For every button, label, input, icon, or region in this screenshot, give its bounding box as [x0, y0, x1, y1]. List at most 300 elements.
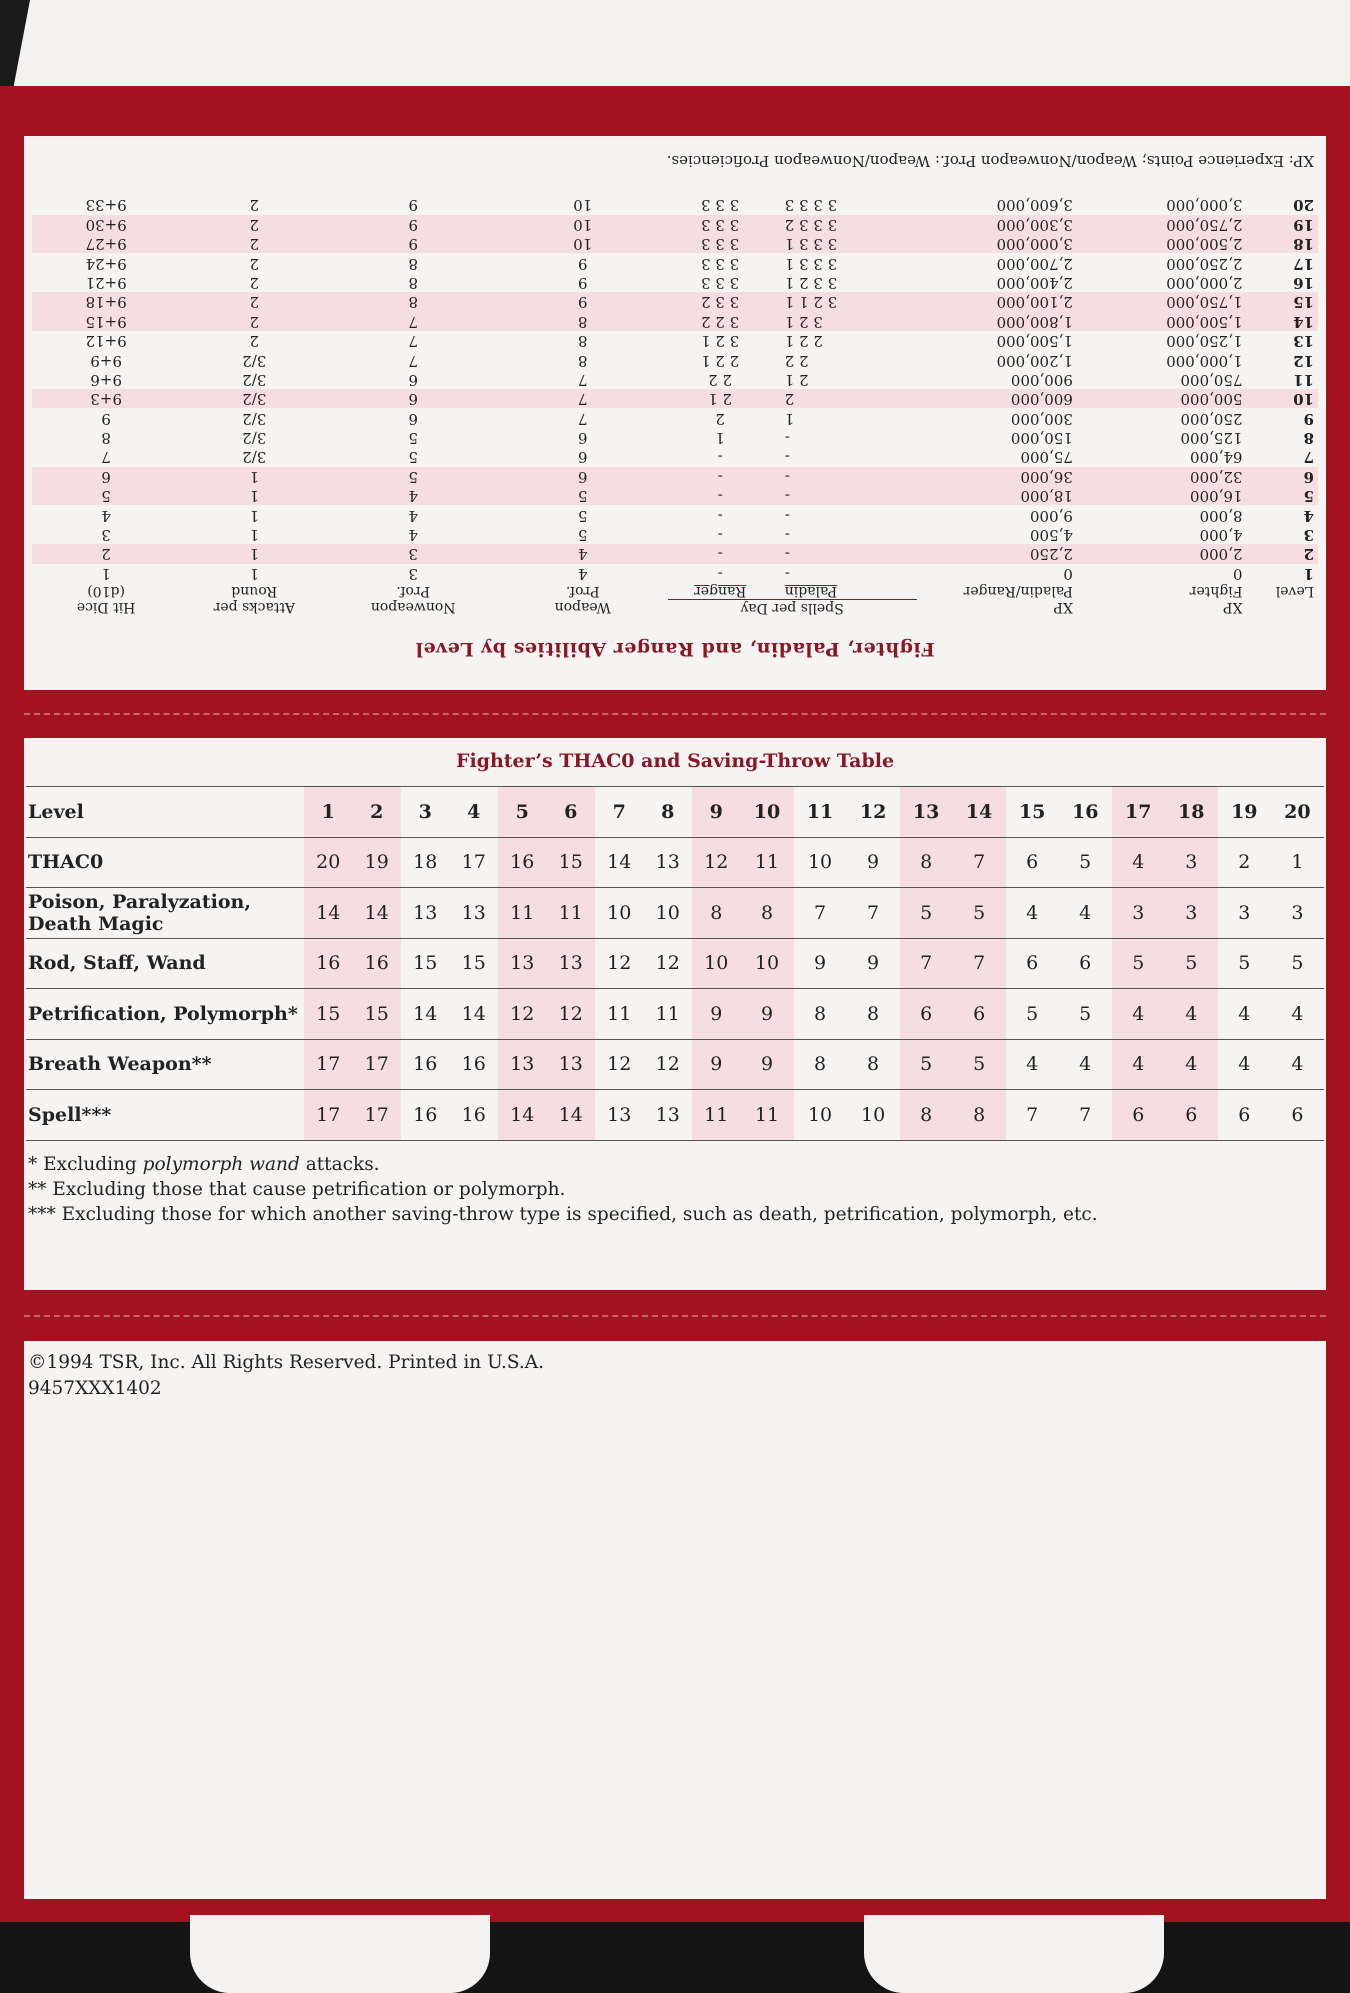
thaco-cell: 6: [1059, 938, 1112, 989]
thaco-cell: 6: [547, 787, 596, 838]
thaco-cell: 15: [304, 989, 353, 1040]
level-cell: 2: [249, 254, 260, 273]
level-cell: 2 2: [708, 370, 733, 389]
thaco-cell: 5: [1112, 938, 1165, 989]
level-cell: 2: [180, 215, 328, 234]
level-cell: 2 1: [784, 370, 809, 389]
thaco-cell: 10: [794, 1090, 847, 1141]
header-attacks: Attacks per Round: [213, 583, 295, 615]
thaco-cell: 4: [1165, 989, 1218, 1040]
level-cell: 3 3 3 1: [773, 234, 917, 253]
thaco-cell: 16: [450, 1039, 499, 1090]
level-cell: 8: [498, 312, 668, 331]
level-cell: 1: [249, 506, 260, 525]
level-cell: 3 2 1: [773, 312, 917, 331]
thaco-cell: 14: [450, 989, 499, 1040]
level-cell: 8: [408, 254, 418, 273]
level-cell: 19: [1266, 215, 1318, 234]
thaco-cell: 13: [401, 888, 450, 939]
thaco-cell: 5: [1006, 989, 1059, 1040]
level-cell: 10: [573, 196, 593, 215]
level-cell: 9: [577, 273, 588, 292]
thaco-cell: 16: [401, 1090, 450, 1141]
thaco-cell: 16: [498, 837, 547, 888]
level-cell: 9: [1303, 409, 1314, 428]
thaco-cell: 1: [304, 787, 353, 838]
level-cell: 3: [328, 544, 498, 563]
level-cell: 9+6: [90, 370, 122, 389]
level-cell: 8: [577, 351, 588, 370]
thaco-row-label: Poison, Paralyzation, Death Magic: [26, 888, 304, 939]
level-cell: 13: [1293, 332, 1314, 351]
level-cell: 900,000: [1010, 370, 1073, 389]
thaco-cell: 4: [1006, 888, 1059, 939]
note-polymorph-wand: * Excluding polymorph wand attacks.: [28, 1154, 380, 1175]
thaco-cell: 16: [401, 1039, 450, 1090]
thaco-cell: 6: [1218, 1090, 1271, 1141]
thaco-cell: 9: [692, 1039, 741, 1090]
thaco-cell: 11: [547, 888, 596, 939]
level-cell: 16: [1293, 273, 1314, 292]
level-cell: 2 2 1: [701, 351, 740, 370]
level-cell: 18,000: [917, 486, 1097, 505]
thaco-cell: 4: [1271, 1039, 1324, 1090]
level-cell: 150,000: [1010, 429, 1073, 448]
level-row: [32, 195, 1318, 214]
thaco-cell: 9: [692, 787, 741, 838]
level-cell: 9+15: [32, 312, 180, 331]
header-spells-per-day: Spells per Day: [668, 600, 917, 617]
thaco-cell: 6: [1165, 1090, 1218, 1141]
thaco-cell: 9: [692, 989, 741, 1040]
thaco-cell: 10: [644, 888, 693, 939]
thaco-cell: 12: [692, 837, 741, 888]
level-cell: -: [717, 526, 723, 545]
level-row: [32, 312, 1318, 331]
thaco-cell: 6: [1006, 837, 1059, 888]
level-cell: 10: [1266, 389, 1318, 408]
level-row: [32, 253, 1318, 272]
level-cell: 17: [1293, 254, 1314, 273]
thaco-cell: 7: [953, 938, 1006, 989]
thaco-table: [26, 786, 1324, 1141]
level-cell: 3 3 3 3: [784, 196, 838, 215]
thaco-row: [26, 837, 1324, 888]
level-cell: 2: [32, 544, 180, 563]
level-cell: 3 2 1: [701, 332, 740, 351]
header-hit-dice: Hit Dice (d10): [76, 583, 136, 615]
level-cell: 2: [249, 196, 260, 215]
thaco-cell: 1: [1271, 837, 1324, 888]
level-cell: 16,000: [1097, 486, 1267, 505]
level-cell: 4: [328, 486, 498, 505]
level-cell: 9+12: [85, 332, 127, 351]
thaco-cell: 5: [1218, 938, 1271, 989]
level-cell: 7: [498, 389, 668, 408]
thaco-cell: 10: [847, 1090, 900, 1141]
level-cell: -: [784, 526, 790, 545]
thaco-cell: 10: [741, 938, 794, 989]
level-cell: 7: [577, 409, 588, 428]
thaco-cell: 7: [900, 938, 953, 989]
level-cell: 9+9: [90, 351, 122, 370]
level-cell: 3/2: [180, 389, 328, 408]
thaco-cell: 4: [1165, 1039, 1218, 1090]
level-cell: 8: [1303, 429, 1314, 448]
thaco-cell: 13: [595, 1090, 644, 1141]
level-cell: 4: [101, 506, 111, 525]
level-cell: 9: [408, 196, 418, 215]
level-cell: 3 3 3: [701, 196, 740, 215]
thaco-cell: 4: [1218, 1039, 1271, 1090]
thaco-row-label: Spell***: [26, 1090, 304, 1141]
level-cell: 5: [328, 467, 498, 486]
thaco-cell: 10: [692, 938, 741, 989]
level-cell: 4: [408, 506, 418, 525]
level-row: [32, 564, 1318, 583]
level-cell: 1: [715, 429, 725, 448]
thaco-cell: 9: [741, 989, 794, 1040]
thaco-header-row: [26, 787, 1324, 838]
level-cell: 8: [408, 273, 418, 292]
level-cell: 8: [577, 332, 588, 351]
thaco-cell: 17: [450, 837, 499, 888]
thaco-cell: 3: [1218, 888, 1271, 939]
level-cell: 3 3 3: [668, 234, 773, 253]
level-cell: 125,000: [1180, 429, 1243, 448]
thaco-cell: 14: [401, 989, 450, 1040]
header-paladin-xp: XP Paladin/Ranger: [963, 583, 1073, 615]
thaco-cell: 16: [450, 1090, 499, 1141]
level-cell: 3 2 2: [668, 312, 773, 331]
level-cell: 250,000: [1180, 409, 1243, 428]
level-row: [32, 447, 1318, 466]
thaco-cell: 5: [900, 1039, 953, 1090]
thaco-cell: 5: [900, 888, 953, 939]
thaco-cell: 2: [353, 787, 402, 838]
thaco-cell: 7: [1006, 1090, 1059, 1141]
thaco-cell: 14: [498, 1090, 547, 1141]
level-cell: 5: [32, 486, 180, 505]
level-cell: 4: [408, 526, 418, 545]
level-row: [32, 370, 1318, 389]
thaco-cell: 16: [1059, 787, 1112, 838]
level-cell: -: [773, 544, 917, 563]
thaco-row-label: Level: [26, 787, 304, 838]
level-cell: 12: [1293, 351, 1314, 370]
level-cell: 20: [1293, 196, 1314, 215]
header-level: Level: [1275, 583, 1314, 599]
folder-tab-left: [190, 1915, 490, 1993]
level-cell: -: [668, 467, 773, 486]
thaco-cell: 8: [900, 837, 953, 888]
level-cell: 4: [1303, 506, 1314, 525]
level-cell: 9+27: [32, 234, 180, 253]
level-table: [32, 195, 1318, 616]
level-cell: 64,000: [1189, 448, 1243, 467]
level-cell: 4: [577, 564, 588, 583]
level-row: [32, 389, 1318, 408]
thaco-cell: 4: [1112, 1039, 1165, 1090]
thaco-row: [26, 1039, 1324, 1090]
level-cell: 1,250,000: [1166, 332, 1243, 351]
folder-tab-right: [864, 1915, 1164, 1993]
level-cell: 2,100,000: [917, 292, 1097, 311]
thaco-cell: 13: [498, 938, 547, 989]
level-cell: 1: [249, 526, 260, 545]
level-cell: 2: [249, 332, 260, 351]
thaco-cell: 6: [953, 989, 1006, 1040]
thaco-cell: 17: [304, 1039, 353, 1090]
thaco-cell: 4: [450, 787, 499, 838]
level-cell: -: [784, 564, 790, 583]
thaco-cell: 9: [847, 938, 900, 989]
level-cell: -: [717, 448, 723, 467]
thaco-cell: 11: [498, 888, 547, 939]
level-cell: 4: [498, 544, 668, 563]
thaco-cell: 8: [741, 888, 794, 939]
level-cell: 2: [249, 273, 260, 292]
thaco-cell: 12: [595, 938, 644, 989]
note-spell: *** Excluding those for which another saving-throw type is specified, such as death, petrification, polymorph, etc.: [28, 1204, 1098, 1225]
level-cell: 9+33: [85, 196, 127, 215]
level-cell: 3 3 3: [701, 254, 740, 273]
level-cell: 9: [328, 234, 498, 253]
thaco-cell: 5: [953, 1039, 1006, 1090]
thaco-cell: 18: [401, 837, 450, 888]
thaco-cell: 8: [644, 787, 693, 838]
thaco-notes: [28, 1152, 1098, 1227]
level-cell: 8,000: [1199, 506, 1243, 525]
thaco-cell: 12: [644, 1039, 693, 1090]
level-cell: 1: [1303, 564, 1314, 583]
thaco-cell: 14: [953, 787, 1006, 838]
thaco-cell: 16: [304, 938, 353, 989]
thaco-cell: 8: [847, 1039, 900, 1090]
level-cell: 1: [784, 409, 795, 428]
thaco-cell: 11: [644, 989, 693, 1040]
level-cell: 5: [1266, 486, 1318, 505]
thaco-cell: 5: [1059, 989, 1112, 1040]
level-row: [32, 215, 1318, 234]
level-cell: 8: [328, 292, 498, 311]
level-table-body: [32, 195, 1318, 583]
level-cell: 2: [180, 312, 328, 331]
level-row: [32, 486, 1318, 505]
thaco-cell: 7: [847, 888, 900, 939]
level-cell: -: [717, 564, 723, 583]
level-cell: 9+18: [32, 292, 180, 311]
thaco-cell: 5: [498, 787, 547, 838]
fold-line: [24, 1315, 1326, 1319]
thaco-cell: 7: [794, 888, 847, 939]
level-cell: 9: [328, 215, 498, 234]
header-weapon-prof: Weapon Prof.: [554, 583, 611, 615]
level-cell: 750,000: [1180, 370, 1243, 389]
level-cell: 6: [577, 429, 588, 448]
thaco-cell: 19: [1218, 787, 1271, 838]
thaco-cell: 3: [401, 787, 450, 838]
thaco-cell: 3: [1271, 888, 1324, 939]
thaco-row: [26, 888, 1324, 939]
level-cell: 3,000,000: [917, 234, 1097, 253]
level-cell: 2,250: [917, 544, 1097, 563]
level-cell: 3 3 2: [668, 292, 773, 311]
level-row: [32, 544, 1318, 563]
level-row: [32, 292, 1318, 311]
level-cell: -: [773, 467, 917, 486]
level-cell: 9: [498, 292, 668, 311]
thaco-cell: 18: [1165, 787, 1218, 838]
thaco-cell: 13: [450, 888, 499, 939]
level-cell: 2 1: [668, 389, 773, 408]
level-cell: 3: [1303, 526, 1314, 545]
thaco-cell: 14: [353, 888, 402, 939]
thaco-cell: 11: [595, 989, 644, 1040]
thaco-cell: 7: [595, 787, 644, 838]
level-cell: 11: [1293, 370, 1314, 389]
level-cell: 2 2: [784, 351, 809, 370]
thaco-cell: 8: [847, 989, 900, 1040]
thaco-cell: 17: [304, 1090, 353, 1141]
level-cell: 3/2: [242, 429, 267, 448]
level-table-title: Fighter, Paladin, and Ranger Abilities by Level: [415, 638, 935, 660]
level-row: [32, 505, 1318, 524]
level-cell: 32,000: [1097, 467, 1267, 486]
level-cell: 2,000,000: [1166, 273, 1243, 292]
thaco-cell: 13: [498, 1039, 547, 1090]
level-cell: 3/2: [242, 351, 267, 370]
level-cell: 6: [577, 448, 588, 467]
thaco-cell: 17: [353, 1090, 402, 1141]
level-cell: 1: [249, 564, 260, 583]
thaco-cell: 13: [644, 1090, 693, 1141]
level-cell: 3: [101, 526, 111, 545]
thaco-row-label: THAC0: [26, 837, 304, 888]
level-cell: 2,750,000: [1097, 215, 1267, 234]
level-cell: -: [717, 506, 723, 525]
thaco-cell: 3: [1165, 888, 1218, 939]
level-cell: 3 3 3 2: [773, 215, 917, 234]
thaco-cell: 20: [304, 837, 353, 888]
thaco-cell: 17: [353, 1039, 402, 1090]
thaco-cell: 10: [741, 787, 794, 838]
thaco-cell: 8: [953, 1090, 1006, 1141]
level-cell: 1,500,000: [996, 332, 1073, 351]
level-cell: 1,500,000: [1097, 312, 1267, 331]
header-ranger: Ranger: [694, 583, 747, 599]
level-cell: -: [773, 486, 917, 505]
level-cell: 2,000: [1097, 544, 1267, 563]
thaco-cell: 13: [547, 1039, 596, 1090]
level-cell: 8: [101, 429, 111, 448]
level-cell: 2,500,000: [1097, 234, 1267, 253]
thaco-row-label: Rod, Staff, Wand: [26, 938, 304, 989]
level-cell: 2 2 1: [784, 332, 823, 351]
level-cell: 1: [101, 564, 111, 583]
header-nonweapon-prof: Nonweapon Prof.: [370, 583, 456, 615]
thaco-cell: 8: [900, 1090, 953, 1141]
product-code: 9457XXX1402: [28, 1378, 162, 1399]
level-cell: 7: [577, 370, 588, 389]
thaco-cell: 4: [1059, 888, 1112, 939]
level-cell: 3,600,000: [996, 196, 1073, 215]
thaco-cell: 5: [953, 888, 1006, 939]
level-cell: -: [784, 429, 790, 448]
thaco-cell: 4: [1112, 989, 1165, 1040]
level-cell: 1,200,000: [996, 351, 1073, 370]
thaco-cell: 16: [353, 938, 402, 989]
thaco-cell: 11: [741, 1090, 794, 1141]
thaco-cell: 6: [1271, 1090, 1324, 1141]
background-corner: [0, 0, 30, 95]
thaco-cell: 9: [794, 938, 847, 989]
thaco-cell: 14: [304, 888, 353, 939]
level-cell: 5: [408, 448, 418, 467]
level-cell: 2: [180, 234, 328, 253]
level-cell: 1: [180, 467, 328, 486]
thaco-cell: 9: [847, 837, 900, 888]
thaco-row: [26, 938, 1324, 989]
level-cell: 2: [1266, 544, 1318, 563]
level-cell: 9: [577, 254, 588, 273]
thaco-cell: 9: [741, 1039, 794, 1090]
thaco-cell: 19: [353, 837, 402, 888]
level-cell: 3,000,000: [1166, 196, 1243, 215]
level-table-footnote: XP: Experience Points; Weapon/Nonweapon Prof.: Weapon/Nonweapon Proficiencies.: [666, 152, 1314, 170]
thaco-cell: 7: [953, 837, 1006, 888]
level-cell: 7: [408, 332, 418, 351]
thaco-cell: 12: [547, 989, 596, 1040]
header-paladin: Paladin: [784, 583, 838, 599]
thaco-table-title: Fighter’s THAC0 and Saving-Throw Table: [455, 750, 895, 772]
thaco-cell: 5: [1271, 938, 1324, 989]
level-cell: 9+21: [85, 273, 127, 292]
level-cell: 3,300,000: [917, 215, 1097, 234]
level-cell: 5: [577, 506, 588, 525]
copyright-line: ©1994 TSR, Inc. All Rights Reserved. Printed in U.S.A.: [28, 1352, 545, 1373]
level-cell: 300,000: [1010, 409, 1073, 428]
level-cell: 15: [1266, 292, 1318, 311]
level-cell: 14: [1266, 312, 1318, 331]
level-cell: 1,000,000: [1166, 351, 1243, 370]
note-breath-weapon: ** Excluding those that cause petrification or polymorph.: [28, 1179, 566, 1200]
level-cell: 7: [1303, 448, 1314, 467]
level-row: [32, 234, 1318, 253]
level-cell: 6: [408, 409, 418, 428]
thaco-cell: 3: [1112, 888, 1165, 939]
level-cell: 0: [1063, 564, 1073, 583]
level-cell: -: [784, 448, 790, 467]
level-cell: 1,800,000: [917, 312, 1097, 331]
thaco-cell: 8: [794, 989, 847, 1040]
level-cell: 6: [408, 370, 418, 389]
level-cell: 9+24: [85, 254, 127, 273]
thaco-cell: 6: [1112, 1090, 1165, 1141]
thaco-cell: 10: [794, 837, 847, 888]
thaco-cell: 8: [794, 1039, 847, 1090]
level-cell: 4,500: [1029, 526, 1073, 545]
thaco-row-label: Petrification, Polymorph*: [26, 989, 304, 1040]
copyright: [28, 1350, 544, 1402]
level-cell: 6: [498, 467, 668, 486]
level-cell: 6: [328, 389, 498, 408]
level-cell: 2: [180, 292, 328, 311]
thaco-cell: 20: [1271, 787, 1324, 838]
thaco-cell: 4: [1006, 1039, 1059, 1090]
level-row: [32, 331, 1318, 350]
thaco-cell: 5: [1059, 837, 1112, 888]
